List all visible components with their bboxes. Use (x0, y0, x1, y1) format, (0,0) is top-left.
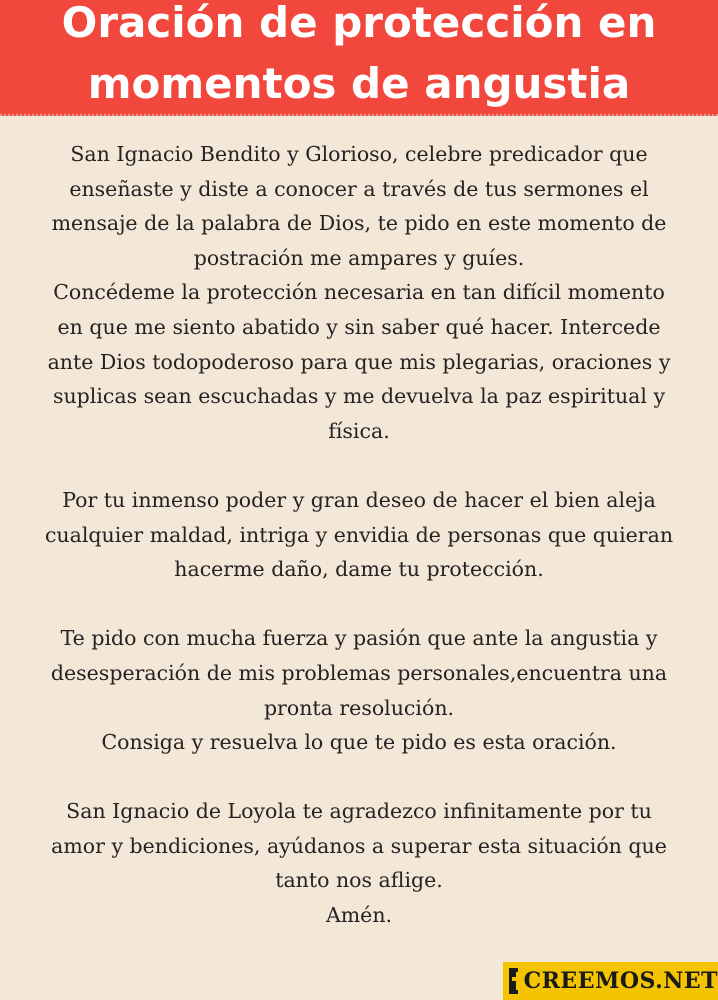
paragraph-spacer (14, 760, 704, 795)
prayer-paragraph-2: Por tu inmenso poder y gran deseo de hacer el bien aleja cualquier maldad, intriga y envidia de personas que quieran hacerme daño, dame tu protección. (44, 487, 674, 582)
title-banner (0, 0, 718, 116)
prayer-paragraph-1: San Ignacio Bendito y Glorioso, celebre predicador que enseñaste y diste a conocer a través de tus sermones el mensaje de la palabra de Dios, te pido en este momento de postración me ampares y guíes. Concédeme la protección necesaria en tan difícil momento en que me siento abatido y sin saber qué hacer. Intercede ante Dios todopoderoso para que mis plegarias, oraciones y suplicas sean escuchadas y me devuelva la paz espiritual y física. (47, 142, 671, 443)
page-title-line-1: Oración de protección en (61, 0, 657, 47)
paragraph-spacer (14, 448, 704, 483)
prayer-paragraph-3: Te pido con mucha fuerza y pasión que ante la angustia y desesperación de mis problemas personales,encuentra una pronta resolución. Consiga y resuelva lo que te pido es esta oración. (50, 626, 668, 755)
site-watermark (503, 962, 718, 1000)
watermark-brand: CREEMOS.NET (523, 968, 718, 994)
paragraph-spacer (14, 587, 704, 622)
prayer-text (14, 137, 704, 933)
prayer-paragraph-4: San Ignacio de Loyola te agradezco infinitamente por tu amor y bendiciones, ayúdanos a superar esta situación que tanto nos aflige. Amén. (51, 799, 667, 928)
cross-icon (509, 968, 518, 994)
page-title-line-2: momentos de angustia (87, 59, 631, 108)
